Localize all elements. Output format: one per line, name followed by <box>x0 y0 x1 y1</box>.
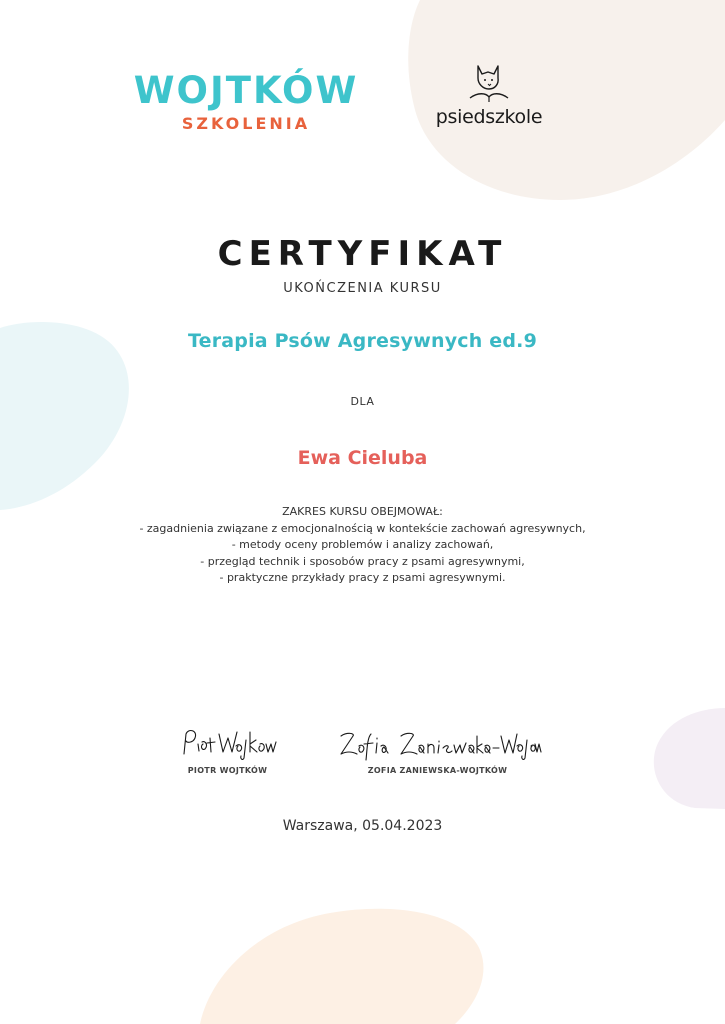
logo-szkolenia-text: SZKOLENIA <box>181 114 311 133</box>
signature-piotr-wojtkow <box>178 724 278 762</box>
certificate-subtitle: UKOŃCZENIA KURSU <box>283 281 442 296</box>
course-name: Terapia Psów Agresywnych ed.9 <box>187 330 538 352</box>
psiedszkole-logo <box>430 62 548 128</box>
scope-item: - przegląd technik i sposobów pracy z psami agresywnymi, <box>200 554 525 568</box>
wojtkow-szkolenia-logo <box>128 70 364 134</box>
recipient-name: Ewa Cieluba <box>297 447 428 469</box>
scope-item: - praktyczne przykłady pracy z psami agresywnymi. <box>219 571 506 584</box>
course-scope <box>0 504 725 587</box>
place-and-date: Warszawa, 05.04.2023 <box>282 818 443 834</box>
certificate-title: CERTYFIKAT <box>217 234 508 274</box>
decorative-blob-bottom <box>200 905 490 1024</box>
dog-reading-icon <box>464 62 514 104</box>
logo-psiedszkole-text: psiedszkole <box>435 106 543 128</box>
decorative-blob-right <box>650 703 725 813</box>
signature-block-zofia <box>325 724 550 775</box>
signer-name: ZOFIA ZANIEWSKA-WOJTKÓW <box>367 766 508 775</box>
for-label: DLA <box>350 395 375 408</box>
signature-zofia-zaniewska-wojtkow <box>333 724 543 762</box>
signer-name: PIOTR WOJTKÓW <box>187 766 268 775</box>
scope-item: - zagadnienia związane z emocjonalnością w kontekście zachowań agresywnych, <box>139 521 586 535</box>
scope-item: - metody oceny problemów i analizy zachowań, <box>231 538 494 551</box>
signature-block-piotr <box>165 724 290 775</box>
logo-wojtkow-text: WOJTKÓW <box>133 69 359 112</box>
scope-heading: ZAKRES KURSU OBEJMOWAŁ: <box>282 505 443 518</box>
